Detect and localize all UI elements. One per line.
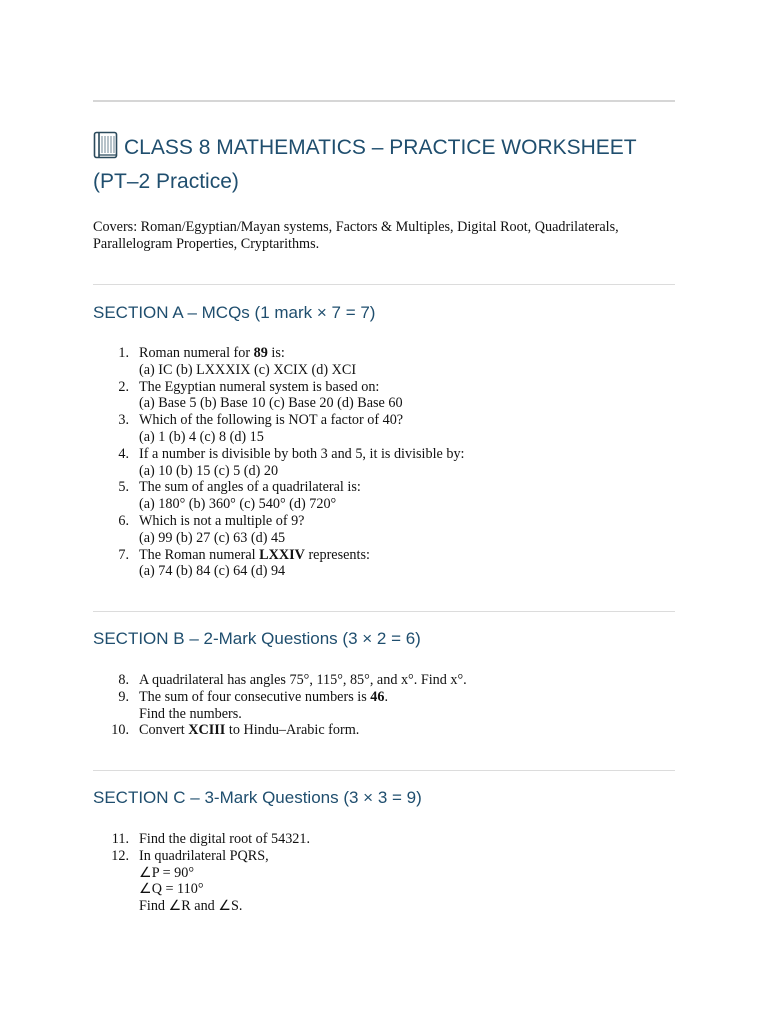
list-item: 7. The Roman numeral LXXIV represents: (a) 74 (b) 84 (c) 64 (d) 94 xyxy=(118,546,370,580)
book-icon xyxy=(93,131,119,159)
intro-text: Covers: Roman/Egyptian/Mayan systems, Factors & Multiples, Digital Root, Quadrilaterals, Parallelogram Properties, Cryptarithms. xyxy=(93,219,619,252)
list-item: 6. Which is not a multiple of 9? (a) 99 (b) 27 (c) 63 (d) 45 xyxy=(118,512,305,546)
list-item: 5. The sum of angles of a quadrilateral is: (a) 180° (b) 360° (c) 540° (d) 720° xyxy=(118,479,361,513)
list-item: 3. Which of the following is NOT a factor of 40? (a) 1 (b) 4 (c) 8 (d) 15 xyxy=(118,412,404,445)
divider xyxy=(93,284,675,285)
section-b-list xyxy=(93,672,467,739)
list-item: 4. If a number is divisible by both 3 and 5, it is divisible by: (a) 10 (b) 15 (c) 5 (d) 20 xyxy=(118,445,465,479)
page-title-text: CLASS 8 MATHEMATICS – PRACTICE WORKSHEET (PT–2 Practice) xyxy=(93,136,637,193)
section-a-title: SECTION A – MCQs (1 mark × 7 = 7) xyxy=(93,303,376,322)
list-item: 10. Convert XCIII to Hindu–Arabic form. xyxy=(111,722,360,739)
page-title xyxy=(93,131,675,199)
section-a-list xyxy=(93,345,465,580)
list-item: 12. In quadrilateral PQRS, ∠P = 90° ∠Q = 110° Find ∠R and ∠S. xyxy=(111,847,269,915)
divider xyxy=(93,611,675,612)
divider xyxy=(93,770,675,771)
top-divider xyxy=(93,100,675,102)
list-item: 8. A quadrilateral has angles 75°, 115°, 85°, and x°. Find x°. xyxy=(118,672,467,688)
section-c-title: SECTION C – 3-Mark Questions (3 × 3 = 9) xyxy=(93,788,422,807)
section-c-list xyxy=(93,831,310,915)
list-item: 2. The Egyptian numeral system is based on: (a) Base 5 (b) Base 10 (c) Base 20 (d) Base 60 xyxy=(118,378,403,412)
list-item: 1. Roman numeral for 89 is: (a) IC (b) LXXXIX (c) XCIX (d) XCI xyxy=(118,345,357,378)
list-item: 9. The sum of four consecutive numbers is 46. Find the numbers. xyxy=(118,688,389,722)
list-item: 11. Find the digital root of 54321. xyxy=(111,831,311,847)
section-b-title: SECTION B – 2-Mark Questions (3 × 2 = 6) xyxy=(93,629,421,648)
